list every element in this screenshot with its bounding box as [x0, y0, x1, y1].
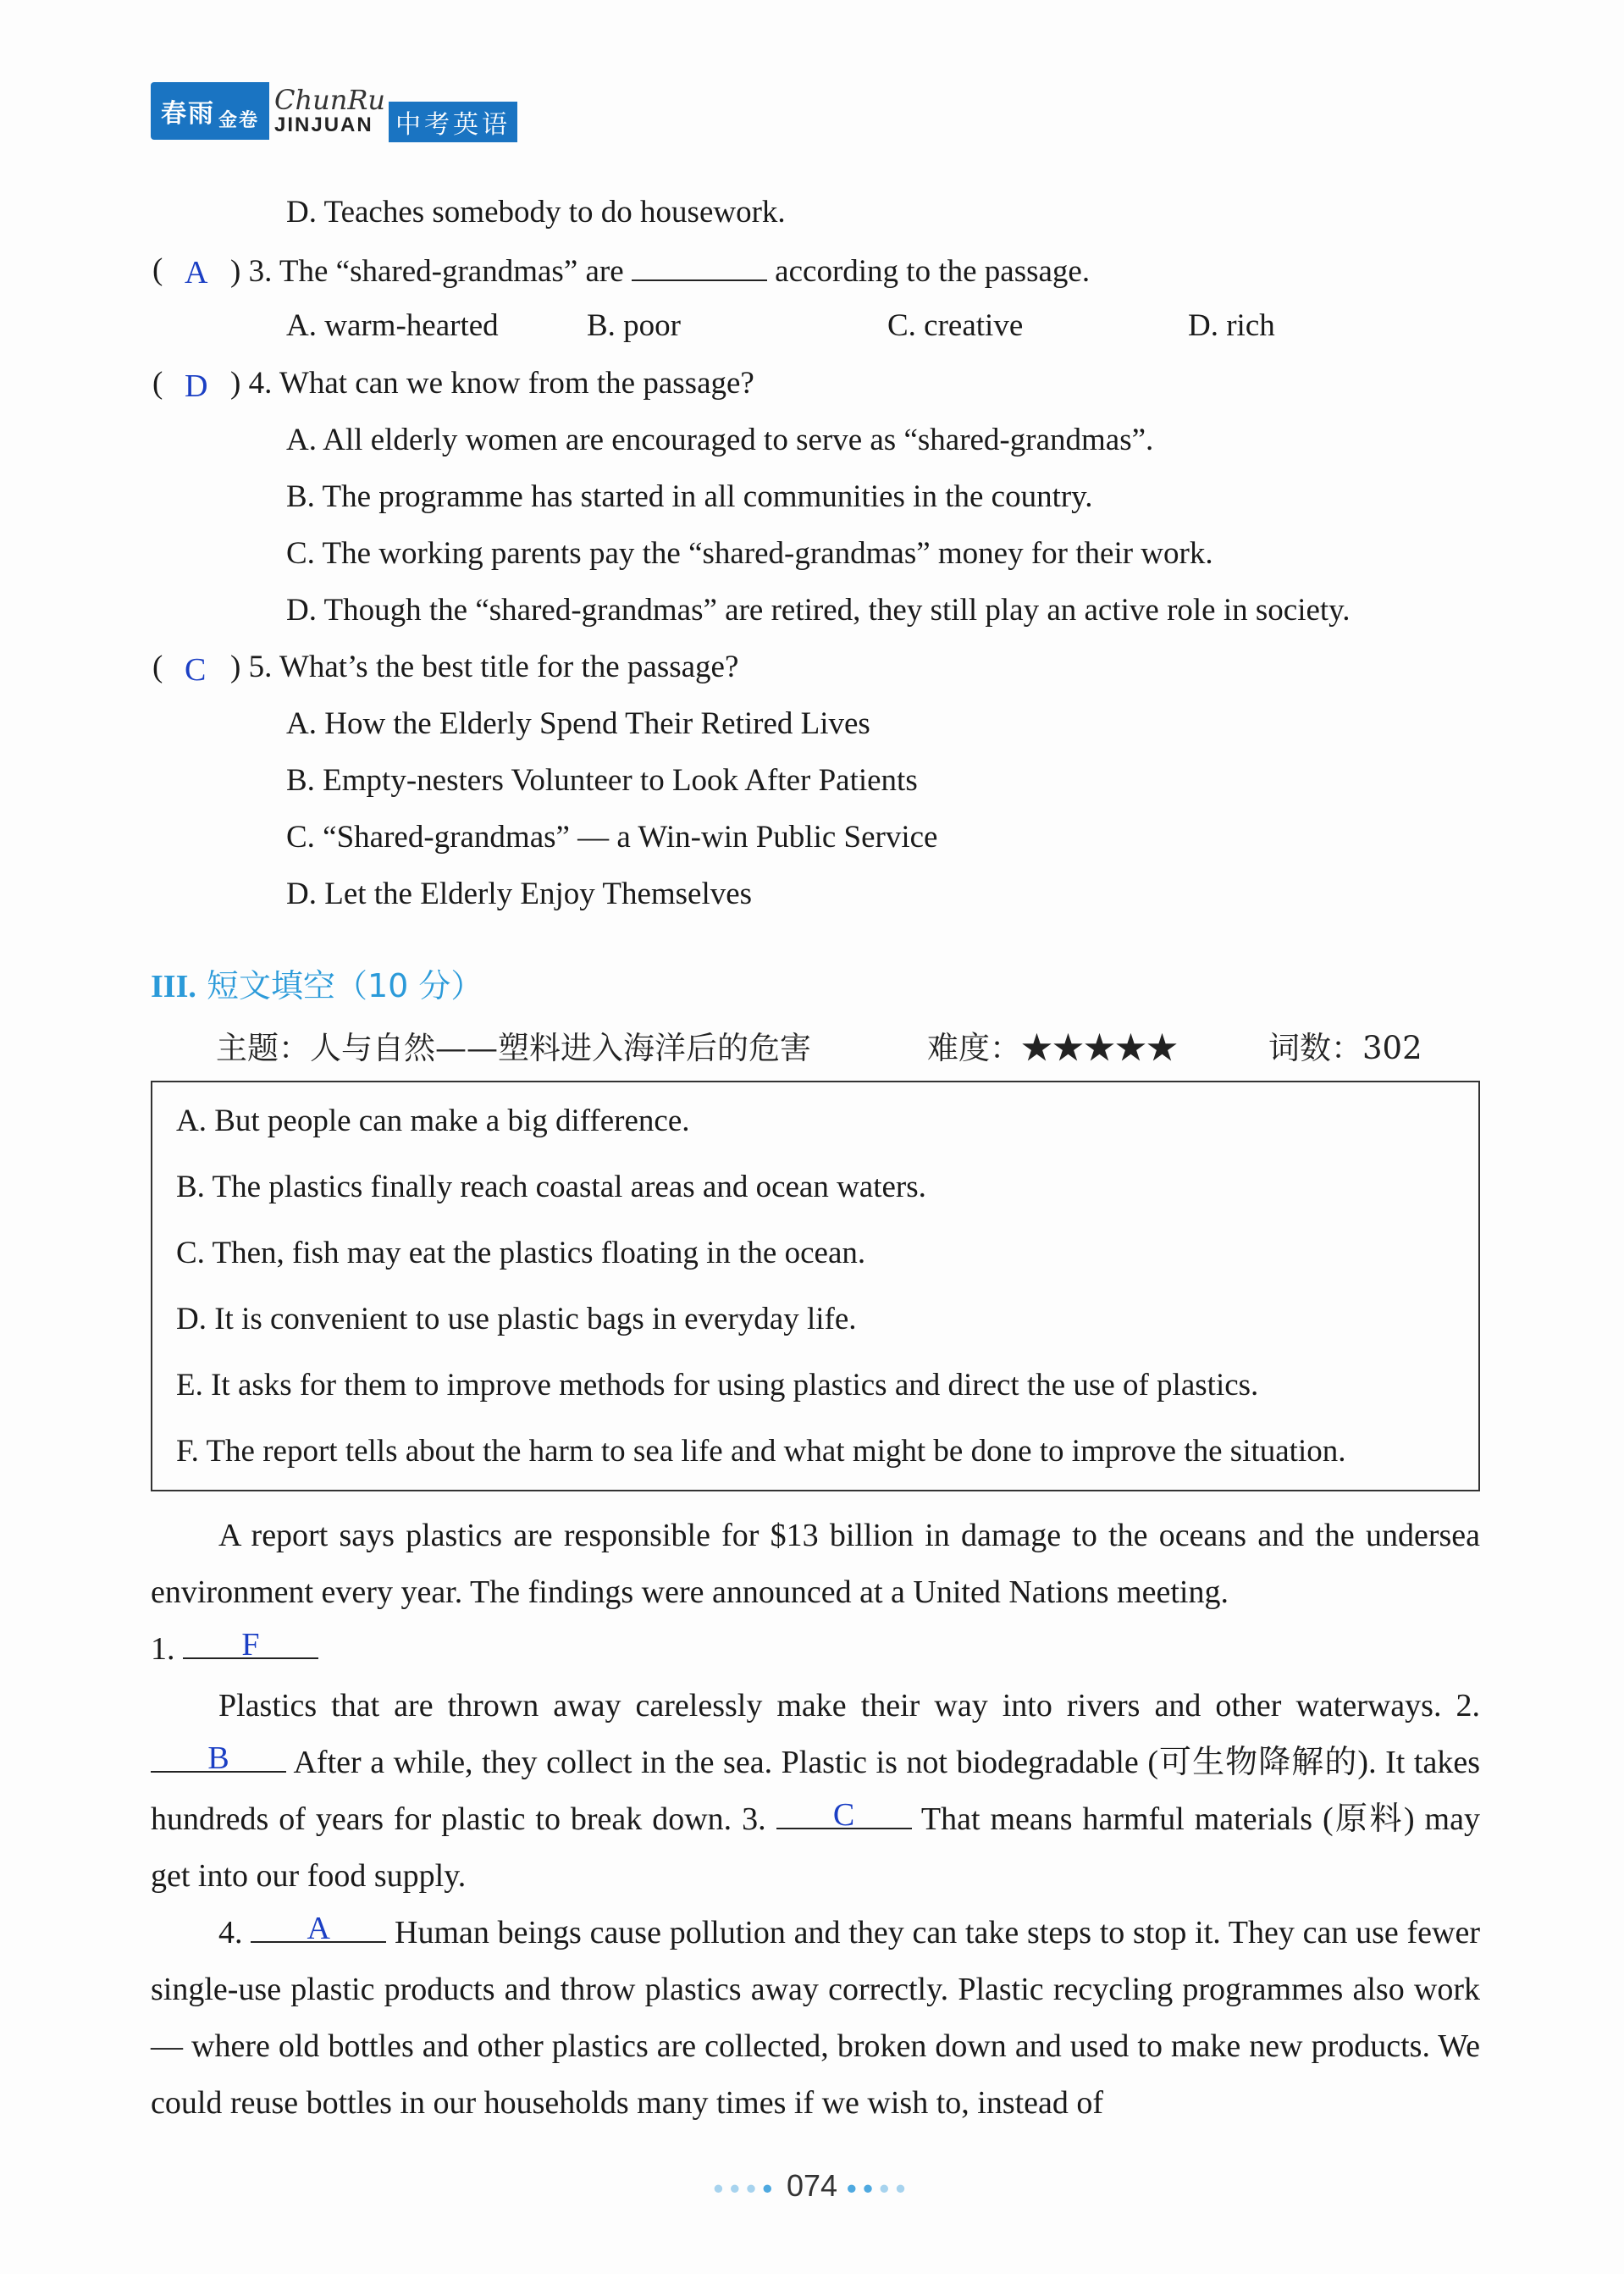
page-dots-left: ●●● — [712, 2177, 762, 2199]
q5-option-d: D. Let the Elderly Enjoy Themselves — [286, 877, 753, 911]
option-e: E. It asks for them to improve methods for using plastics and direct the use of plastics. — [176, 1368, 1259, 1403]
section-numeral: III. — [151, 969, 196, 1004]
series-title: 中考英语 — [389, 102, 517, 142]
q5-answer: C — [185, 652, 207, 688]
q3-answer: A — [185, 255, 208, 290]
q4-option-b: B. The programme has started in all communities in the country. — [286, 479, 1093, 514]
blank-4-answer: A — [307, 1911, 330, 1946]
page-dots-right: ●● — [878, 2177, 912, 2199]
blank-3 — [776, 1797, 912, 1833]
q3-option-b: B. poor — [587, 308, 681, 343]
q4-option-a: A. All elderly women are encouraged to serve as “shared-grandmas”. — [286, 423, 1154, 457]
blank4-label: 4. — [218, 1915, 243, 1950]
passage-paragraph-1 — [151, 1508, 1480, 1678]
section-title — [151, 960, 483, 1006]
passage-p2c-text: That means harmful materials (原料) may get into our food supply. — [151, 1801, 1480, 1894]
blank-4 — [251, 1911, 386, 1946]
q3-paren-open: ( — [152, 252, 163, 287]
blank-2 — [151, 1740, 286, 1776]
q4-paren-open: ( — [152, 366, 163, 401]
q5-option-a: A. How the Elderly Spend Their Retired Lives — [286, 706, 870, 741]
q5-stem: ) 5. What’s the best title for the passage? — [230, 650, 739, 684]
option-d: D. It is convenient to use plastic bags in everyday life. — [176, 1302, 857, 1336]
page-number-text: 074 — [786, 2168, 838, 2203]
blank-3-answer: C — [832, 1797, 855, 1833]
q4-answer: D — [185, 368, 208, 404]
blank1-label: 1. — [151, 1631, 175, 1667]
section-word-count: 词数：302 — [1268, 1030, 1422, 1066]
q2-option-d: D. Teaches somebody to do housework. — [286, 195, 786, 230]
q3-stem-b: according to the passage. — [775, 254, 1091, 289]
q5-option-b: B. Empty-nesters Volunteer to Look After Patients — [286, 763, 918, 798]
passage-paragraph-2 — [151, 1678, 1480, 1905]
option-a: A. But people can make a big difference. — [176, 1104, 690, 1138]
q3-option-a: A. warm-hearted — [286, 308, 499, 343]
brand-logo-text: 春雨 — [160, 99, 215, 129]
passage-p2b-text: After a while, they collect in the sea. Plastic is not biodegradable (可生物降解的). It takes hundreds of years for plastic to break down. 3. — [151, 1745, 1480, 1837]
brand-logo — [151, 82, 269, 140]
blank2-label: 2. — [1456, 1688, 1481, 1723]
brand-sub: JINJUAN — [274, 113, 373, 136]
blank-2-answer: B — [207, 1740, 229, 1776]
passage-p2a-text: Plastics that are thrown away carelessly make their way into rivers and other waterways. — [218, 1688, 1442, 1723]
section-difficulty: 难度：★★★★★ — [927, 1030, 1178, 1066]
page-dots-left-dark: ● — [761, 2177, 778, 2199]
q3-option-c: C. creative — [887, 308, 1024, 343]
q5-paren-open: ( — [152, 650, 163, 684]
option-f: F. The report tells about the harm to sea life and what might be done to improve the situation. — [176, 1434, 1346, 1469]
q5-option-c: C. “Shared-grandmas” — a Win-win Public Service — [286, 820, 938, 855]
page-dots-right-dark: ●● — [846, 2177, 879, 2199]
page-number — [0, 2168, 1624, 2204]
section-theme: 主题：人与自然——塑料进入海洋后的危害 — [216, 1030, 811, 1066]
passage-p3-text: Human beings cause pollution and they can take steps to stop it. They can use fewer single-use plastic products and throw plastics away correctly. Plastic recycling programmes also work — where old bottles and other plastics are collected, broken down and used to make new products. We could reuse bottles in our households many times if we wish to, instead of — [151, 1915, 1480, 2121]
q3-stem — [230, 254, 1090, 287]
q4-option-c: C. The working parents pay the “shared-grandmas” money for their work. — [286, 536, 1213, 571]
blank-1 — [183, 1627, 318, 1663]
passage-p1-text: A report says plastics are responsible for $13 billion in damage to the oceans and the undersea environment every year. The findings were announced at a United Nations meeting. — [151, 1518, 1480, 1610]
brand-latin — [274, 86, 385, 136]
q3-stem-a: ) 3. The “shared-grandmas” are — [230, 254, 624, 289]
q3-blank — [632, 254, 767, 281]
blank-1-answer: F — [241, 1627, 260, 1663]
brand-header — [151, 81, 517, 141]
q4-option-d: D. Though the “shared-grandmas” are retired, they still play an active role in society. — [286, 593, 1351, 628]
q4-stem: ) 4. What can we know from the passage? — [230, 366, 754, 401]
brand-script: ChunRu — [274, 84, 386, 116]
q3-option-d: D. rich — [1188, 308, 1275, 343]
option-c: C. Then, fish may eat the plastics floating in the ocean. — [176, 1236, 866, 1270]
brand-logo-sub: 金卷 — [218, 109, 259, 131]
options-box — [151, 1081, 1480, 1491]
option-b: B. The plastics finally reach coastal areas and ocean waters. — [176, 1170, 926, 1204]
section-title-text: 短文填空（10 分） — [206, 967, 483, 1004]
passage-paragraph-3 — [151, 1905, 1480, 2132]
